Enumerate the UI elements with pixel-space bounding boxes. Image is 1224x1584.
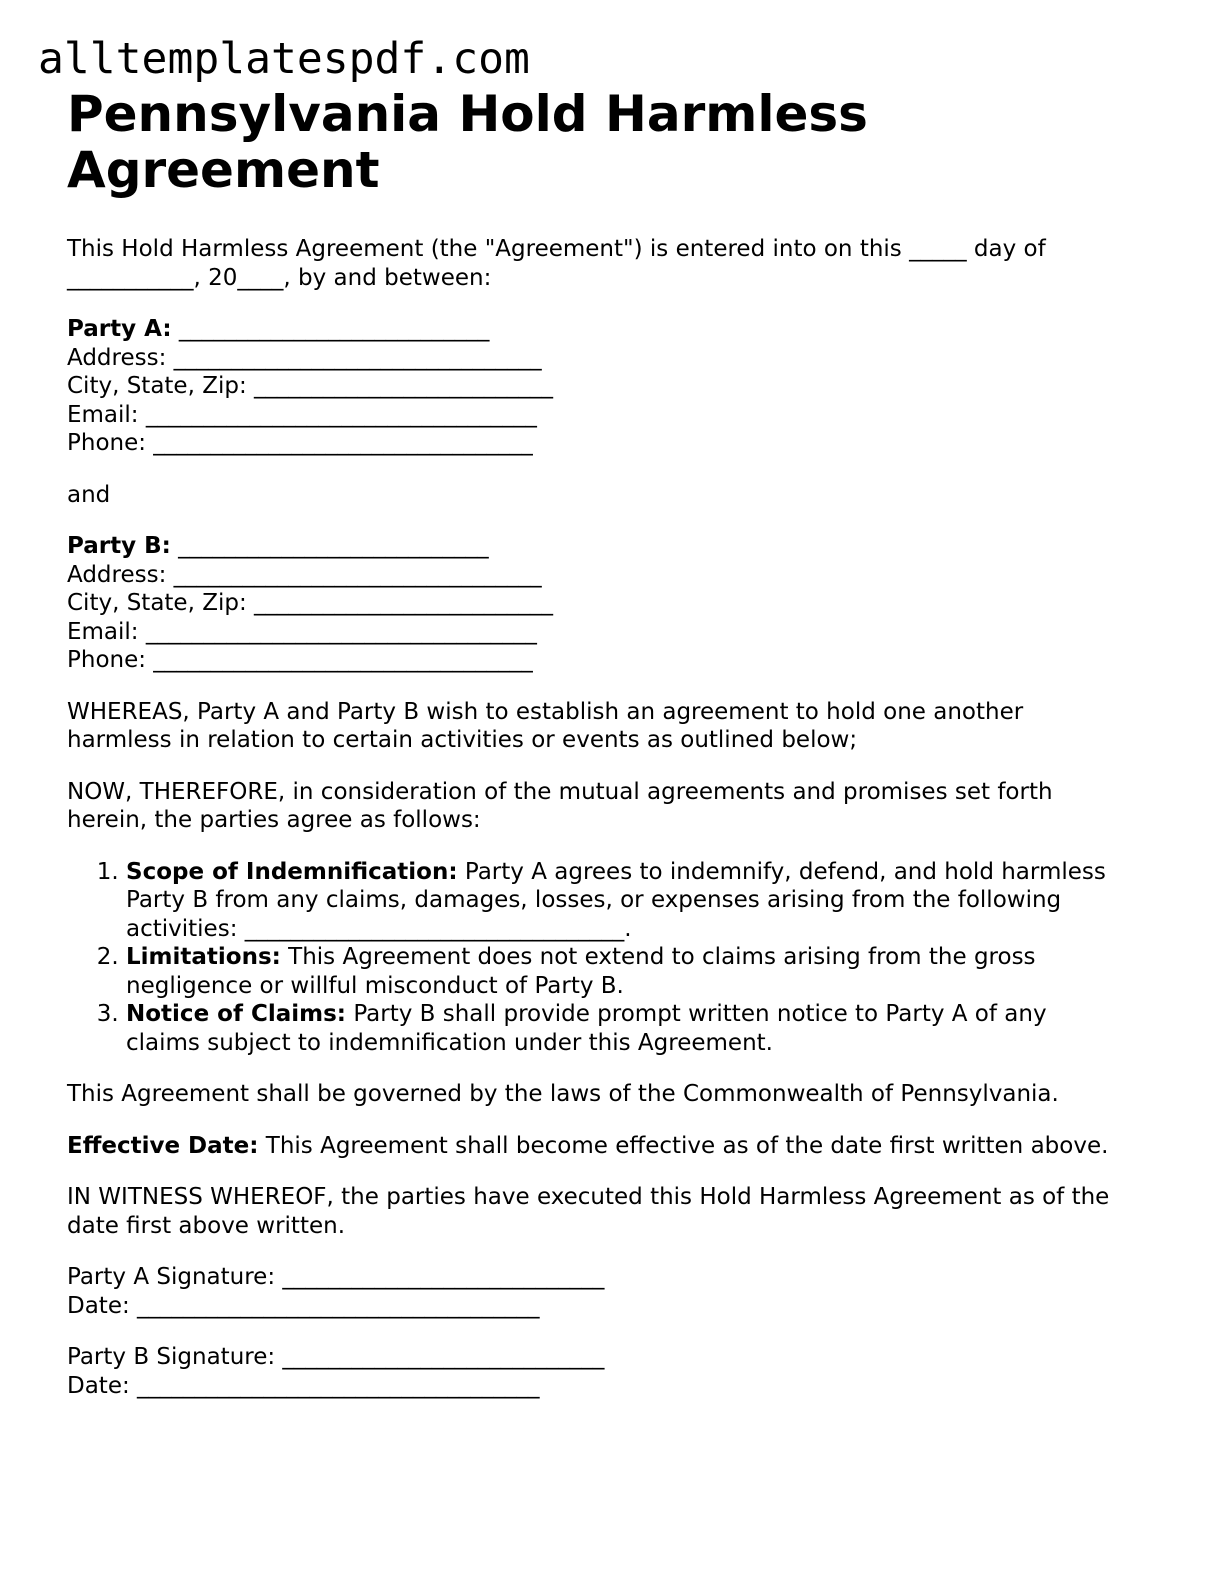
title-line-1: Pennsylvania Hold Harmless	[67, 85, 868, 143]
party-a-email-field[interactable]: Email: __________________________________	[67, 401, 537, 428]
effective-date-label: Effective Date:	[67, 1132, 259, 1159]
intro-line-2: ___________, 20____, by and between:	[67, 264, 492, 291]
party-a-address-field[interactable]: Address: ________________________________	[67, 344, 542, 371]
governing-law-paragraph: This Agreement shall be governed by the laws of the Commonwealth of Pennsylvania.	[67, 1081, 1059, 1107]
site-watermark: alltemplatespdf.com	[38, 34, 530, 84]
party-b-label: Party B:	[67, 533, 171, 559]
party-b-name-field[interactable]: ___________________________	[170, 533, 489, 559]
document-body	[67, 86, 1167, 1400]
clause-text: claims subject to indemnification under this Agreement.	[126, 1029, 773, 1056]
clause-text: This Agreement does not extend to claims arising from the gross	[280, 944, 1036, 970]
party-a-date-field[interactable]: Date: ___________________________________	[67, 1292, 540, 1319]
party-a-block	[67, 315, 1167, 458]
party-b-block	[67, 532, 1167, 675]
whereas-line-1: WHEREAS, Party A and Party B wish to establish an agreement to hold one another	[67, 698, 1024, 725]
clause-item	[126, 943, 1167, 1000]
party-a-phone-field[interactable]: Phone: _________________________________	[67, 430, 533, 456]
clause-item	[126, 858, 1167, 944]
clause-title: Scope of Indemnification:	[126, 858, 458, 885]
party-a-signature-block	[67, 1263, 1167, 1320]
party-a-signature-field[interactable]: Party A Signature: ____________________________	[67, 1264, 605, 1290]
party-a-name-field[interactable]: ___________________________	[171, 316, 490, 342]
clause-text: Party A agrees to indemnify, defend, and hold harmless	[457, 858, 1106, 885]
now-line-1: NOW, THEREFORE, in consideration of the mutual agreements and promises set forth	[67, 778, 1053, 805]
party-b-city-field[interactable]: City, State, Zip: __________________________	[67, 590, 554, 616]
party-b-address-field[interactable]: Address: ________________________________	[67, 561, 542, 588]
page-title	[67, 86, 1167, 198]
clause-text: negligence or willful misconduct of Party B.	[126, 972, 624, 999]
clauses-list	[67, 858, 1167, 1058]
party-b-signature-block	[67, 1343, 1167, 1400]
whereas-paragraph	[67, 698, 1167, 755]
party-b-date-field[interactable]: Date: ___________________________________	[67, 1372, 540, 1399]
party-b-phone-field[interactable]: Phone: _________________________________	[67, 647, 533, 673]
clause-title: Notice of Claims:	[126, 1001, 347, 1027]
witness-line-1: IN WITNESS WHEREOF, the parties have executed this Hold Harmless Agreement as of the	[67, 1184, 1110, 1210]
clause-title: Limitations:	[126, 944, 281, 970]
title-line-2: Agreement	[67, 141, 380, 199]
party-a-label: Party A:	[67, 316, 172, 342]
effective-date-paragraph	[67, 1132, 1167, 1161]
witness-line-2: date first above written.	[67, 1212, 345, 1239]
effective-date-text: This Agreement shall become effective as of the date first written above.	[258, 1132, 1109, 1159]
now-therefore-paragraph	[67, 778, 1167, 835]
clause-text: Party B from any claims, damages, losses, or expenses arising from the following	[126, 887, 1062, 913]
now-line-2: herein, the parties agree as follows:	[67, 807, 481, 833]
party-a-city-field[interactable]: City, State, Zip: __________________________	[67, 373, 554, 399]
party-b-signature-field[interactable]: Party B Signature: ____________________________	[67, 1344, 605, 1370]
clause-item	[126, 1000, 1167, 1057]
party-b-email-field[interactable]: Email: __________________________________	[67, 618, 537, 645]
intro-paragraph	[67, 235, 1167, 292]
whereas-line-2: harmless in relation to certain activities or events as outlined below;	[67, 727, 858, 753]
intro-line-1: This Hold Harmless Agreement (the "Agreement") is entered into on this _____ day of	[67, 236, 1046, 262]
witness-paragraph	[67, 1183, 1167, 1240]
and-text: and	[67, 481, 111, 508]
activities-field[interactable]: activities: _________________________________.	[126, 915, 632, 942]
clause-text: Party B shall provide prompt written notice to Party A of any	[346, 1001, 1047, 1027]
